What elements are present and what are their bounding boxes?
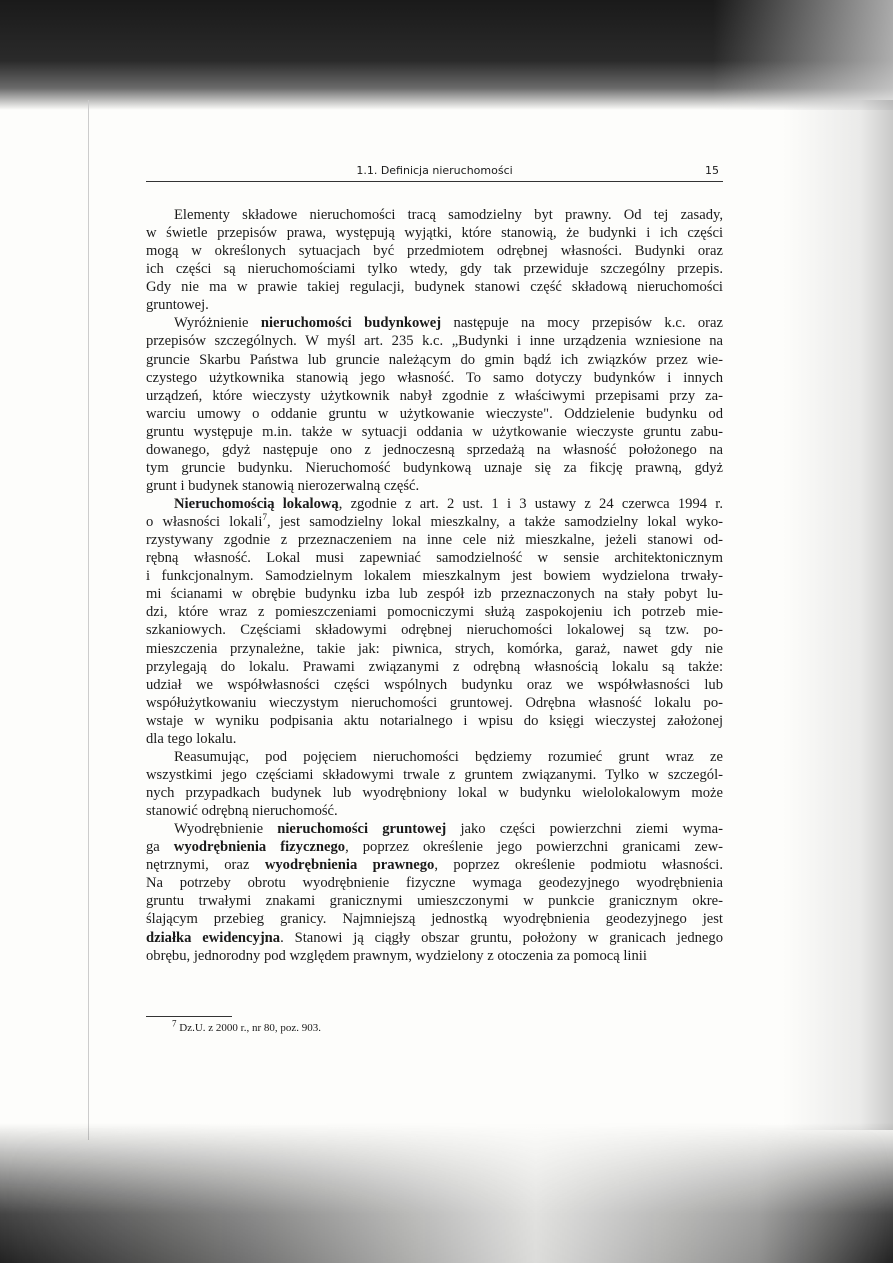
text-run: urządzeń, które wieczysty użytkownik nabył zgodnie z właściwymi przepisami przy za- xyxy=(146,387,723,404)
text-line xyxy=(146,730,723,748)
text-line xyxy=(146,585,723,603)
text-run: Gdy nie ma w prawie takiej regulacji, budynek stanowi część składową nieruchomości xyxy=(146,279,723,296)
text-run: rzystywany zgodnie z przeznaczeniem na inne cele niż mieszkalne, jeżeli stanowi od- xyxy=(146,532,723,549)
text-run: stanowić odrębną nieruchomość. xyxy=(146,803,338,820)
text-run: , jest samodzielny lokal mieszkalny, a także samodzielny lokal wyko- xyxy=(266,514,723,531)
text-run: , zgodnie z art. 2 ust. 1 i 3 ustawy z 24 czerwca 1994 r. xyxy=(338,496,723,512)
text-line xyxy=(146,892,723,910)
bold-term: nieruchomości gruntowej xyxy=(277,821,447,838)
bold-term: wyodrębnienia fizycznego xyxy=(173,839,346,856)
text-line xyxy=(146,658,723,676)
page-edge-left xyxy=(88,100,89,1140)
text-run: przepisów szczególnych. W myśl art. 235 k.c. „Budynki i inne urządzenia wzniesione na xyxy=(146,333,723,350)
text-line xyxy=(146,947,723,965)
text-line xyxy=(146,495,723,513)
text-run: następuje na mocy przepisów k.c. oraz xyxy=(441,315,723,332)
text-run: dla tego lokalu. xyxy=(146,730,237,747)
text-line xyxy=(146,929,723,947)
text-line xyxy=(146,838,723,856)
paragraph xyxy=(146,314,723,495)
text-line xyxy=(146,513,723,531)
text-line xyxy=(146,766,723,784)
text-line xyxy=(146,640,723,658)
text-line xyxy=(146,603,723,621)
footnote xyxy=(172,1018,322,1034)
text-run: wstaje w wyniku podpisania aktu notarialnego i wpisu do księgi wieczystej założonej xyxy=(146,712,723,729)
text-run: Wyodrębnienie xyxy=(174,821,278,838)
scan-shadow-bottom xyxy=(0,1123,893,1263)
text-line xyxy=(146,296,723,314)
paragraph xyxy=(146,748,723,820)
text-run: gruntowej. xyxy=(146,297,209,314)
text-run: mi ścianami w obrębie budynku izba lub zespół izb przeznaczonych na stały pobyt lu- xyxy=(146,586,723,603)
text-line xyxy=(146,874,723,892)
text-run: czystego użytkownika stanowią jego własność. To samo dotyczy budynków i innych xyxy=(146,369,723,386)
text-run: ich części są nieruchomościami tylko wtedy, gdy tak przewiduje szczególny przepis. xyxy=(146,261,723,278)
running-head xyxy=(146,163,723,182)
text-line xyxy=(146,694,723,712)
footnote-text: Dz.U. z 2000 r., nr 80, poz. 903. xyxy=(179,1022,322,1034)
text-line xyxy=(146,748,723,766)
text-line xyxy=(146,260,723,278)
text-run: dzi, które wraz z pomieszczeniami pomocniczymi służą zaspokojeniu ich potrzeb mie- xyxy=(146,604,723,621)
text-run: przylegają do lokalu. Prawami związanymi z odrębną własnością lokalu są także: xyxy=(146,658,723,675)
text-run: w świetle przepisów prawa, występują wyjątki, które stanowią, że budynki i ich części xyxy=(146,225,723,242)
text-line xyxy=(146,314,723,332)
text-line xyxy=(146,531,723,549)
text-line xyxy=(146,712,723,730)
text-run: Reasumując, pod pojęciem nieruchomości będziemy rozumieć grunt wraz ze xyxy=(174,748,723,765)
text-line xyxy=(146,278,723,296)
text-run: nych przypadkach budynek lub wyodrębniony lokal w budynku wielolokalowym może xyxy=(146,785,723,801)
footnote-marker: 7 xyxy=(172,1018,177,1029)
text-line xyxy=(146,206,723,224)
text-run: gruntu występuje m.in. także w sytuacji oddania w użytkowanie wieczyste gruntu zabu- xyxy=(146,423,723,440)
text-line xyxy=(146,477,723,495)
text-run: jako części powierzchni ziemi wyma- xyxy=(446,821,723,838)
text-line xyxy=(146,567,723,585)
text-line xyxy=(146,332,723,350)
text-line xyxy=(146,820,723,838)
text-line xyxy=(146,459,723,477)
text-run: udział we współwłasności części wspólnych budynku oraz we współwłasności lub xyxy=(146,676,723,693)
paragraph xyxy=(146,820,723,965)
text-line xyxy=(146,784,723,802)
text-run: mogą w określonych sytuacjach być przedmiotem odrębnej własności. Budynki oraz xyxy=(146,243,723,260)
text-line xyxy=(146,369,723,387)
scan-shadow-top xyxy=(0,0,893,110)
text-run: Na potrzeby obrotu wyodrębnienie fizyczne wymaga geodezyjnego wyodrębnienia xyxy=(146,875,723,892)
body-text xyxy=(146,206,723,965)
text-run: mieszczenia przynależne, takie jak: piwnica, strych, komórka, garaż, nawet gdy nie xyxy=(146,640,723,657)
text-run: szkaniowych. Częściami składowymi odrębnej nieruchomości lokalowej są tzw. po- xyxy=(146,622,723,639)
text-line xyxy=(146,224,723,242)
bold-term: wyodrębnienia prawnego xyxy=(264,857,435,874)
paragraph xyxy=(146,206,723,314)
text-run: tym gruncie budynku. Nieruchomość budynkową uznaje się za fikcję prawną, gdyż xyxy=(146,459,723,476)
text-run: . Stanowi ją ciągły obszar gruntu, położony w granicach jednego xyxy=(280,929,723,946)
text-line xyxy=(146,351,723,369)
text-line xyxy=(146,441,723,459)
section-title: 1.1. Definicja nieruchomości xyxy=(356,164,513,177)
page-number: 15 xyxy=(705,164,719,177)
text-run: obrębu, jednorodny pod względem prawnym, wydzielony z otoczenia za pomocą linii xyxy=(146,947,647,964)
text-run: , poprzez określenie podmiotu własności. xyxy=(434,857,724,874)
bold-term: nieruchomości budynkowej xyxy=(260,315,442,332)
text-line xyxy=(146,405,723,423)
text-line xyxy=(146,423,723,441)
text-run: nętrznymi, oraz xyxy=(146,857,265,874)
text-run: gruntu trwałymi znakami granicznymi umieszczonymi w punkcie granicznym okre- xyxy=(146,893,723,910)
text-run: ślającym przebieg granicy. Najmniejszą jednostką wyodrębnienia geodezyjnego jest xyxy=(146,911,723,928)
footnote-reference: 7 xyxy=(262,512,267,523)
text-line xyxy=(146,621,723,639)
footnote-divider xyxy=(146,1016,232,1017)
bold-term: Nieruchomością lokalową xyxy=(174,496,339,512)
text-line xyxy=(146,242,723,260)
text-run: grunt i budynek stanowią nierozerwalną część. xyxy=(146,477,420,494)
text-line xyxy=(146,676,723,694)
text-run: rębną własność. Lokal musi zapewniać samodzielność w sensie architektonicznym xyxy=(146,550,723,567)
text-run: warciu umowy o oddanie gruntu w użytkowanie wieczyste". Oddzielenie budynku od xyxy=(146,405,723,422)
text-line xyxy=(146,549,723,567)
scan-shadow-right xyxy=(783,100,893,1130)
text-run: dowanego, gdyż następuje ono z jednoczesną sprzedażą na własność położonego na xyxy=(146,441,723,458)
text-run: Elementy składowe nieruchomości tracą samodzielny byt prawny. Od tej zasady, xyxy=(174,207,723,223)
text-line xyxy=(146,910,723,928)
text-run: , poprzez określenie jego powierzchni granicami zew- xyxy=(345,839,723,856)
text-run: gruncie Skarbu Państwa lub gruncie należącym do gmin bądź ich związków przez wie- xyxy=(146,351,723,368)
paragraph xyxy=(146,495,723,748)
text-run: ga xyxy=(146,839,174,856)
text-line xyxy=(146,387,723,405)
text-line xyxy=(146,856,723,874)
text-run: o własności lokali xyxy=(146,514,263,531)
text-run: wszystkimi jego częściami składowymi trwale z gruntem związanymi. Tylko w szczegól- xyxy=(146,766,723,783)
text-run: współużytkowaniu wieczystym nieruchomości gruntowej. Odrębna własność lokalu po- xyxy=(146,694,723,711)
text-run: Wyróżnienie xyxy=(174,315,261,332)
text-run: i funkcjonalnym. Samodzielnym lokalem mieszkalnym jest bowiem wydzielona trwały- xyxy=(146,568,723,585)
bold-term: działka ewidencyjna xyxy=(146,929,281,946)
text-line xyxy=(146,802,723,820)
